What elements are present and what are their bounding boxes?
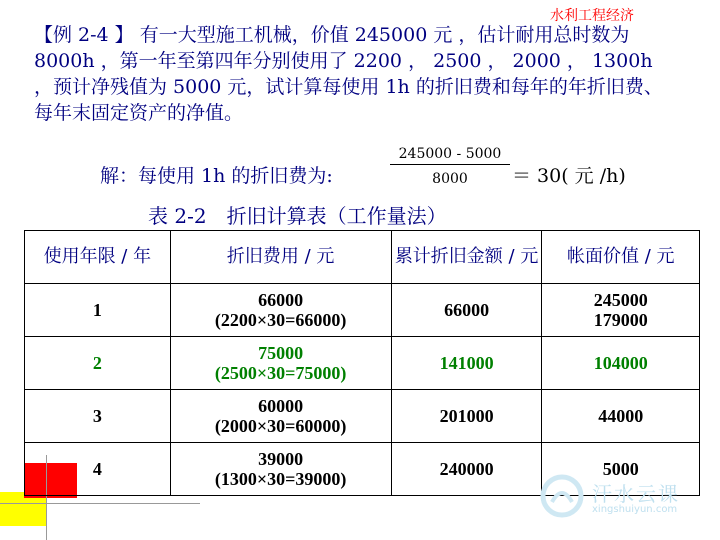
- cell-dep-formula: (2500×30=75000): [214, 363, 347, 383]
- depreciation-table-wrapper: [24, 230, 700, 496]
- cell-dep-value: 60000: [258, 396, 304, 416]
- cell-dep-formula: (2000×30=60000): [214, 416, 347, 436]
- cell-cumulative: 240000: [391, 443, 542, 496]
- fraction-numerator: 245000 - 5000: [390, 146, 510, 165]
- table-row: [25, 337, 700, 390]
- solution-fraction: [390, 146, 510, 187]
- cell-depreciation: [170, 284, 391, 337]
- cell-depreciation: [170, 337, 391, 390]
- header-depreciation: 折旧费用 / 元: [170, 231, 391, 284]
- cell-year: 1: [25, 284, 171, 337]
- cell-year: 4: [25, 443, 171, 496]
- watermark-logo-icon: [538, 472, 586, 520]
- cell-dep-formula: (2200×30=66000): [214, 310, 347, 330]
- table-header-row: [25, 231, 700, 284]
- problem-statement: 【例 2-4 】 有一大型施工机械，价值 245000 元 ，估计耐用总时数为 8000h ，第一年至第四年分别使用了 2200 ， 2500 ， 2000 ， 1300h ，预计净残值为 5000 元，试计算每使用 1h 的折旧费和每年的年折旧费、每年末固定资产的净值。: [34, 24, 663, 124]
- watermark-brand: 汗水云课: [592, 482, 680, 506]
- watermark: [536, 470, 716, 530]
- cell-book-value: 5000: [542, 443, 700, 496]
- header-year: 使用年限 / 年: [25, 231, 171, 284]
- solution-line: [100, 146, 700, 196]
- cell-book-value-line-2: 179000: [593, 310, 648, 330]
- cell-year: 2: [25, 337, 171, 390]
- cell-year: 3: [25, 390, 171, 443]
- fraction-denominator: 8000: [432, 171, 468, 187]
- cell-depreciation: [170, 390, 391, 443]
- table-row: [25, 284, 700, 337]
- solution-result: ＝ 30( 元 /h): [512, 165, 626, 187]
- header-book-value: 帐面价值 / 元: [542, 231, 700, 284]
- course-tag: 水利工程经济: [550, 8, 634, 24]
- cell-cumulative: 201000: [391, 390, 542, 443]
- cell-book-value: [542, 284, 700, 337]
- decor-horizontal-line: [0, 503, 200, 504]
- cell-book-value: 44000: [542, 390, 700, 443]
- solution-lead: 解：每使用 1h 的折旧费为:: [100, 165, 333, 187]
- table-row: [25, 390, 700, 443]
- table-title: 表 2-2 折旧计算表（工作量法）: [148, 204, 447, 228]
- cell-book-value: 104000: [542, 337, 700, 390]
- cell-book-value-line: 245000: [593, 290, 648, 310]
- depreciation-table: [24, 230, 700, 496]
- cell-dep-formula: (1300×30=39000): [214, 469, 347, 489]
- header-cumulative: 累计折旧金额 / 元: [391, 231, 542, 284]
- cell-dep-value: 66000: [258, 290, 304, 310]
- cell-depreciation: [170, 443, 391, 496]
- cell-cumulative: 66000: [391, 284, 542, 337]
- cell-dep-value: 75000: [258, 343, 304, 363]
- watermark-url: xingshuiyun.com: [592, 504, 678, 515]
- cell-cumulative: 141000: [391, 337, 542, 390]
- cell-dep-value: 39000: [258, 449, 304, 469]
